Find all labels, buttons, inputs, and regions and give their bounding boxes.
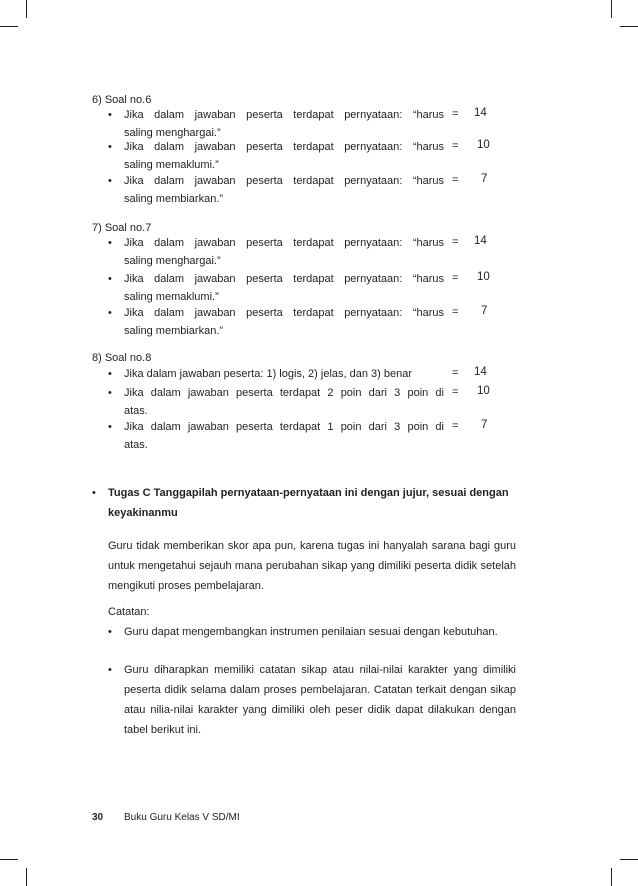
list-item (108, 172, 444, 208)
score-value: 10 (477, 385, 490, 397)
crop-mark (26, 0, 27, 18)
bullet-icon: • (108, 237, 112, 249)
crop-mark (620, 26, 638, 27)
bullet-icon: • (108, 421, 112, 433)
body-paragraph: Guru tidak memberikan skor apa pun, karena tugas ini hanyalah sarana bagi guru untuk mengetahui sejauh mana perubahan sikap yang dimiliki peserta didik setelah mengikuti proses pembelajaran. (108, 540, 516, 592)
list-item (108, 234, 444, 270)
item-text: Guru diharapkan memiliki catatan sikap atau nilai-nilai karakter yang dimiliki peserta didik selama dalam proses pembelajaran. Catatan terkait dengan sikap atau nilia-nilai karakter yang dimiliki oleh peser didik dapat dilakukan dengan tabel berikut ini. (124, 664, 516, 736)
section-heading: 6) Soal no.6 (92, 94, 152, 106)
bullet-icon: • (108, 273, 112, 285)
task-title-line: Tugas C Tanggapilah pernyataan-pernyataan ini dengan jujur, sesuai dengan (108, 487, 509, 499)
item-line: atas. (124, 439, 148, 451)
equals-sign: = (452, 174, 459, 186)
score-value: 7 (481, 419, 488, 431)
list-item (108, 106, 444, 142)
crop-mark (620, 859, 638, 860)
list-item (108, 365, 444, 383)
bullet-icon: • (108, 626, 112, 638)
item-text: Guru dapat mengembangkan instrumen penilaian sesuai dengan kebutuhan. (124, 626, 498, 638)
task-title-line: keyakinanmu (108, 507, 178, 519)
list-item (108, 384, 444, 420)
crop-mark (611, 0, 612, 18)
bullet-icon: • (108, 368, 112, 380)
item-line: Jika dalam jawaban peserta terdapat pernyataan: “harus (124, 307, 444, 319)
list-item (108, 622, 516, 642)
item-line: saling membiarkan.” (124, 325, 224, 337)
item-line: saling menghargai.” (124, 255, 221, 267)
list-item (108, 418, 444, 454)
bullet-icon: • (92, 487, 96, 499)
equals-sign: = (452, 108, 459, 120)
equals-sign: = (452, 236, 459, 248)
item-line: saling memaklumi.” (124, 159, 219, 171)
item-line: Jika dalam jawaban peserta terdapat pernyataan: “harus (124, 141, 444, 153)
item-line: Jika dalam jawaban peserta terdapat pernyataan: “harus (124, 175, 444, 187)
item-line: saling menghargai.” (124, 127, 221, 139)
list-item (108, 304, 444, 340)
bullet-icon: • (108, 109, 112, 121)
list-item (108, 270, 444, 306)
item-line: saling memaklumi.” (124, 291, 219, 303)
crop-mark (0, 26, 18, 27)
section-heading: 7) Soal no.7 (92, 222, 152, 234)
score-value: 14 (474, 107, 487, 119)
catatan-label: Catatan: (108, 606, 150, 618)
score-value: 7 (481, 305, 488, 317)
score-value: 10 (477, 139, 490, 151)
bullet-icon: • (108, 387, 112, 399)
crop-mark (0, 859, 18, 860)
list-item (108, 138, 444, 174)
bullet-icon: • (108, 141, 112, 153)
item-line: saling membiarkan.” (124, 193, 224, 205)
item-line: Jika dalam jawaban peserta terdapat 2 poin dari 3 poin di (124, 387, 444, 399)
item-line: atas. (124, 405, 148, 417)
equals-sign: = (452, 367, 459, 379)
item-line: Jika dalam jawaban peserta terdapat pernyataan: “harus (124, 109, 444, 121)
list-item (108, 660, 516, 740)
bullet-icon: • (108, 307, 112, 319)
book-title: Buku Guru Kelas V SD/MI (124, 812, 240, 823)
section-heading: 8) Soal no.8 (92, 352, 152, 364)
equals-sign: = (452, 140, 459, 152)
item-line: Jika dalam jawaban peserta terdapat pernyataan: “harus (124, 237, 444, 249)
item-line: Jika dalam jawaban peserta terdapat pernyataan: “harus (124, 273, 444, 285)
page-number: 30 (92, 812, 104, 823)
crop-mark (26, 868, 27, 886)
score-value: 14 (474, 235, 487, 247)
equals-sign: = (452, 420, 459, 432)
score-value: 7 (481, 173, 488, 185)
crop-mark (611, 868, 612, 886)
bullet-icon: • (108, 175, 112, 187)
item-line: Jika dalam jawaban peserta terdapat 1 poin dari 3 poin di (124, 421, 444, 433)
bullet-icon: • (108, 664, 112, 676)
score-value: 14 (474, 366, 487, 378)
item-line: Jika dalam jawaban peserta: 1) logis, 2) jelas, dan 3) benar (124, 368, 412, 380)
equals-sign: = (452, 272, 459, 284)
equals-sign: = (452, 306, 459, 318)
task-heading (90, 483, 516, 523)
score-value: 10 (477, 271, 490, 283)
equals-sign: = (452, 386, 459, 398)
